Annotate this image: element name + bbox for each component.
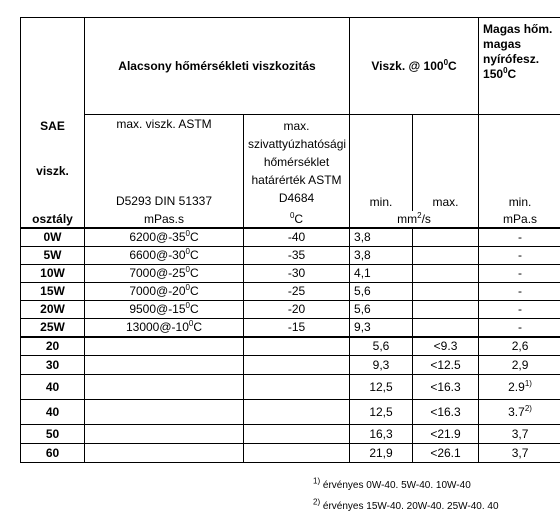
table-cell-empty xyxy=(85,337,244,356)
table-row-grade: 25W xyxy=(21,318,85,337)
unit-mpas: mPas.s xyxy=(85,211,244,228)
table-cell-hths: - xyxy=(479,264,560,282)
table-cell-pump: -40 xyxy=(244,228,350,247)
table-cell-min: 5,6 xyxy=(350,337,413,356)
sae-viscosity-label: SAE viszk. xyxy=(21,115,85,211)
table-cell-hths: - xyxy=(479,282,560,300)
table-cell-min: 5,6 xyxy=(350,300,413,318)
table-cell-max xyxy=(413,246,479,264)
table-row-grade: 15W xyxy=(21,282,85,300)
unit-mm2s: $mm^2/s$ xyxy=(350,211,479,228)
table-cell-empty xyxy=(85,425,244,444)
table-cell-empty xyxy=(244,337,350,356)
header-high-temp-high-shear: Magas hőm. magas nyírófesz. $150^0C$ xyxy=(479,18,560,115)
table-cell-max xyxy=(413,264,479,282)
table-cell-pump: -25 xyxy=(244,282,350,300)
col-hths-min-label: min. xyxy=(479,115,560,211)
col-max-label: max. xyxy=(413,115,479,211)
table-cell-pump: -35 xyxy=(244,246,350,264)
table-cell-min: 3,8 xyxy=(350,228,413,247)
table-row-grade: 20W xyxy=(21,300,85,318)
table-cell-max xyxy=(413,282,479,300)
table-cell-empty xyxy=(85,375,244,400)
table-cell-visc: $6200@-35^0C$ xyxy=(85,228,244,247)
table-cell-hths: - xyxy=(479,318,560,337)
table-cell-hths: - xyxy=(479,246,560,264)
table-cell-max: <9.3 xyxy=(413,337,479,356)
table-cell-min: 4,1 xyxy=(350,264,413,282)
table-cell-hths: 3,7 xyxy=(479,425,560,444)
table-row-grade: 60 xyxy=(21,444,85,463)
table-cell-hths: - xyxy=(479,228,560,247)
table-cell-empty xyxy=(85,356,244,375)
table-cell-max: <16.3 xyxy=(413,375,479,400)
unit-mpas-hths: mPa.s xyxy=(479,211,560,228)
table-cell-empty xyxy=(85,400,244,425)
table-cell-max: <16.3 xyxy=(413,400,479,425)
table-row-grade: 5W xyxy=(21,246,85,264)
table-row-grade: 50 xyxy=(21,425,85,444)
table-cell-hths: - xyxy=(479,300,560,318)
table-cell-empty xyxy=(85,444,244,463)
table-cell-visc: $7000@-25^0C$ xyxy=(85,264,244,282)
table-row-grade: 20 xyxy=(21,337,85,356)
col-max-viscosity-astm: max. viszk. ASTM D5293 DIN 51337 xyxy=(85,115,244,211)
table-cell-hths: 3,7 xyxy=(479,444,560,463)
table-cell-min: 5,6 xyxy=(350,282,413,300)
table-cell-min: 3,8 xyxy=(350,246,413,264)
table-cell-min: 9,3 xyxy=(350,356,413,375)
table-cell-visc: $7000@-20^0C$ xyxy=(85,282,244,300)
table-cell-hths: 2,6 xyxy=(479,337,560,356)
table-cell-max: <26.1 xyxy=(413,444,479,463)
header-corner-cell xyxy=(21,18,85,115)
table-cell-hths: 3.7$^{2)}$ xyxy=(479,400,560,425)
col-min-label: min. xyxy=(350,115,413,211)
unit-celsius: $^0$C xyxy=(244,211,350,228)
table-cell-min: 12,5 xyxy=(350,375,413,400)
table-cell-max xyxy=(413,318,479,337)
sae-viscosity-table xyxy=(20,17,560,463)
table-cell-max: <12.5 xyxy=(413,356,479,375)
table-cell-empty xyxy=(244,425,350,444)
table-cell-hths: 2.9$^{1)}$ xyxy=(479,375,560,400)
table-row-grade: 30 xyxy=(21,356,85,375)
table-row-grade: 0W xyxy=(21,228,85,247)
col-max-pumping-temp: max. szivattyúzhatósági hőmérséklet határérték ASTM D4684 xyxy=(244,115,350,211)
table-cell-pump: -15 xyxy=(244,318,350,337)
header-viscosity-100c: Viszk. @ $100^0C$ xyxy=(350,18,479,115)
table-cell-visc: $9500@-15^0C$ xyxy=(85,300,244,318)
osztaly-label: osztály xyxy=(21,211,85,228)
table-cell-hths: 2,9 xyxy=(479,356,560,375)
header-low-temp-viscosity: Alacsony hőmérsékleti viszkozitás xyxy=(85,18,350,115)
table-row-grade: 40 xyxy=(21,375,85,400)
table-cell-min: 9,3 xyxy=(350,318,413,337)
table-cell-visc: $13000@-10^0C$ xyxy=(85,318,244,337)
table-row-grade: 10W xyxy=(21,264,85,282)
table-cell-visc: $6600@-30^0C$ xyxy=(85,246,244,264)
table-cell-empty xyxy=(244,400,350,425)
table-row-grade: 40 xyxy=(21,400,85,425)
table-cell-empty xyxy=(244,444,350,463)
table-cell-max xyxy=(413,300,479,318)
table-cell-pump: -20 xyxy=(244,300,350,318)
table-cell-min: 21,9 xyxy=(350,444,413,463)
table-cell-empty xyxy=(244,375,350,400)
table-cell-min: 16,3 xyxy=(350,425,413,444)
table-cell-empty xyxy=(244,356,350,375)
table-cell-max: <21.9 xyxy=(413,425,479,444)
footnote-2: $^{2)}$ érvényes 15W-40. 20W-40. 25W-40. 40 xyxy=(313,497,499,512)
table-cell-pump: -30 xyxy=(244,264,350,282)
footnote-1: $^{1)}$ érvényes 0W-40. 5W-40. 10W-40 xyxy=(313,476,471,491)
table-cell-max xyxy=(413,228,479,247)
table-cell-min: 12,5 xyxy=(350,400,413,425)
